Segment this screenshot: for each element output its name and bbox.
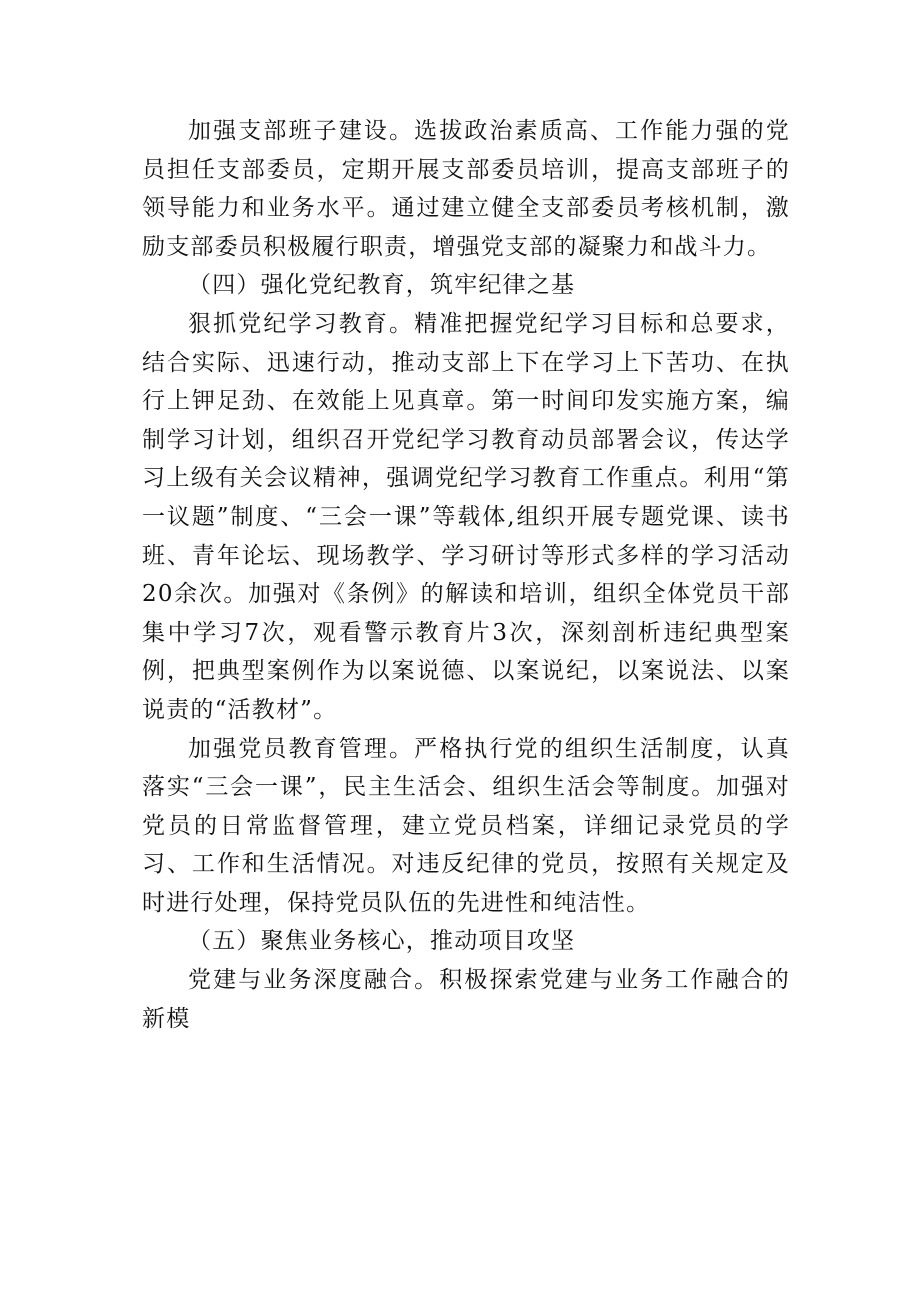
- paragraph-discipline-study: 狠抓党纪学习教育。精准把握党纪学习目标和总要求，结合实际、迅速行动，推动支部上下在学习上下苦功、在执行上钾足劲、在效能上见真章。第一时间印发实施方案，编制学习计划，组织召开党纪学习教育动员部署会议，传达学习上级有关会议精神，强调党纪学习教育工作重点。利用“第一议题”制度、“三会一课”等载体,组织开展专题党课、读书班、青年论坛、现场教学、学习研讨等形式多样的学习活动20余次。加强对《条例》的解读和培训，组织全体党员干部集中学习7次，观看警示教育片3次，深刻剖析违纪典型案例，把典型案例作为以案说德、以案说纪，以案说法、以案说责的“活教材”。: [142, 310, 790, 723]
- document-body: [142, 112, 790, 1038]
- paragraph-branch-team-building: 加强支部班子建设。选拔政治素质高、工作能力强的党员担任支部委员，定期开展支部委员培训，提高支部班子的领导能力和业务水平。通过建立健全支部委员考核机制，激励支部委员积极履行职责，增强党支部的凝聚力和战斗力。: [142, 118, 790, 260]
- paragraph-member-management: 加强党员教育管理。严格执行党的组织生活制度，认真落实“三会一课”，民主生活会、组织生活会等制度。加强对党员的日常监督管理，建立党员档案，详细记录党员的学习、工作和生活情况。对违反纪律的党员，按照有关规定及时进行处理，保持党员队伍的先进性和纯洁性。: [142, 735, 790, 916]
- section-heading-five: （五）聚焦业务核心，推动项目攻坚: [188, 928, 576, 955]
- paragraph-party-business-integration: 党建与业务深度融合。积极探索党建与业务工作融合的新模: [142, 967, 790, 1032]
- section-heading-four: （四）强化党纪教育，筑牢纪律之基: [188, 272, 576, 299]
